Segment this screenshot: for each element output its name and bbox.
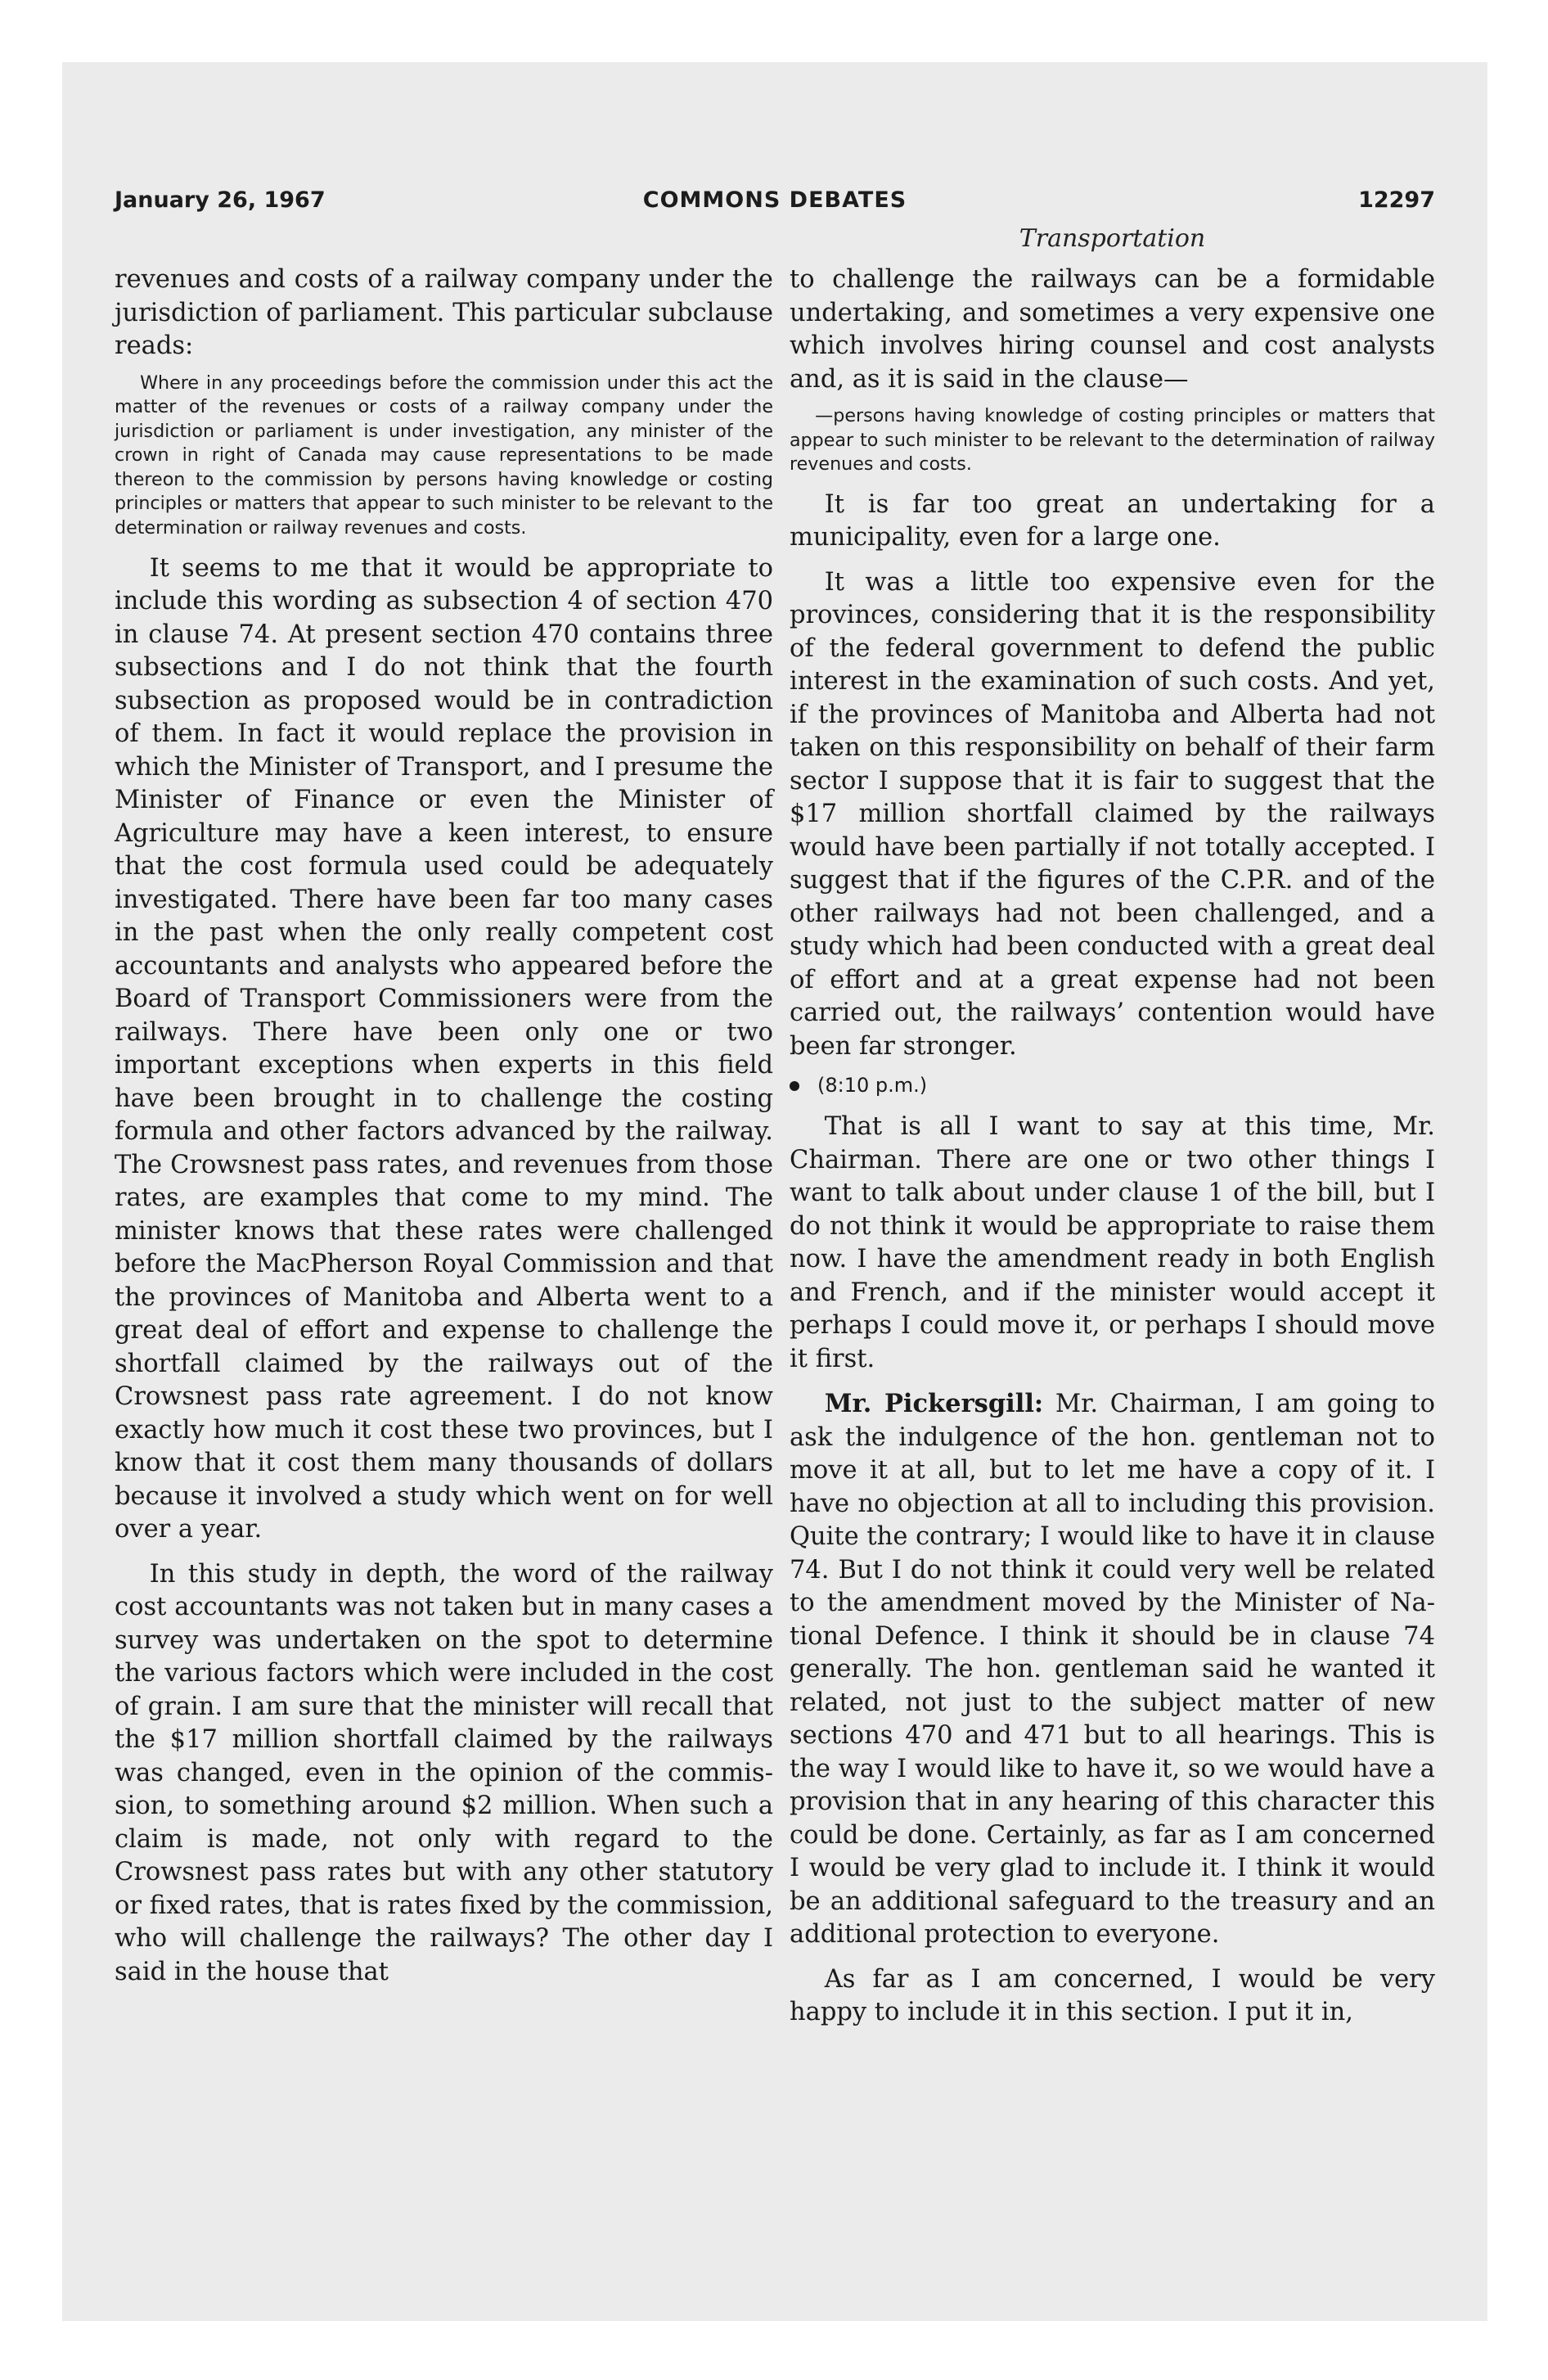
speech-text: Mr. Chairman, I am going to ask the indulgence of the hon. gentleman not to move it at all, but to let me have a copy of it. I have no objection at all to including this provision. Quite the contrary; I would like to have it in clause 74. But I do not think it could very well be related to the amendment moved by the Minister of National Defence. I think it should be in clause 74 generally. The hon. gentleman said he wanted it related, not just to the subject matter of new sections 470 and 471 but to all hearings. This is the way I would like to have it, so we would have a provision that in any hearing of this character this could be done. Certainly, as far as I am concerned I would be very glad to include it. I think it would be an additional safeguard to the treasury and an additional protection to everyone. <box>790 1390 1436 1950</box>
left-column <box>115 264 773 1989</box>
header-publication: COMMONS DEBATES <box>642 187 907 213</box>
right-column <box>790 264 1435 2030</box>
paragraph: It is far too great an undertaking for a municipality, even for a large one. <box>790 489 1435 552</box>
speaker-name: Mr. Pickersgill: <box>824 1389 1044 1419</box>
paragraph: It seems to me that it would be appropriate to include this wording as subsection 4 of section 470 in clause 74. At present section 470 contains three subsections and I do not think that the fourth subsection as proposed would be in contradiction of them. In fact it would replace the provision in which the Minister of Transport, and I presume the Minister of Finance or even the Minister of Agriculture may have a keen interest, to ensure that the cost formula used could be adequately investigated. There have been far too many cases in the past when the only really competent cost accountants and analysts who appeared before the Board of Transport Commissioners were from the railways. There have been only one or two important exceptions when experts in this field have been brought in to challenge the costing formula and other factors advanced by the railway. The Crowsnest pass rates, and revenues from those rates, are examples that come to my mind. The minister knows that these rates were challenged before the MacPherson Royal Commission and that the provinces of Manitoba and Alberta went to a great deal of effort and expense to challenge the shortfall claimed by the railways out of the Crowsnest pass rate agreement. I do not know exactly how much it cost these two provinces, but I know that it cost them many thousands of dollars because it involved a study which went on for well over a year. <box>115 553 773 1544</box>
quoted-clause: —persons having knowledge of costing principles or matters that appear to such minister to be relevant to the determination of railway revenues and costs. <box>790 405 1435 476</box>
header-page-number: 12297 <box>1358 187 1435 213</box>
paragraph: revenues and costs of a railway company under the jurisdiction of parliament. This particular subclause reads: <box>115 265 773 360</box>
timestamp: (8:10 p.m.) <box>817 1074 928 1098</box>
quoted-subclause: Where in any proceedings before the commission under this act the matter of the revenues or costs of a railway company under the jurisdiction or parliament is under investigation, any minister of the crown in right of Canada may cause representations to be made thereon to the commission by persons having knowledge or costing principles or matters that appear to such minister to be relevant to the determination or railway revenues and costs. <box>115 372 773 539</box>
paragraph: That is all I want to say at this time, Mr. Chairman. There are one or two other things I want to talk about under clause 1 of the bill, but I do not think it would be appropriate to raise them now. I have the amendment ready in both English and French, and if the minister would accept it perhaps I could move it, or perhaps I should move it first. <box>790 1112 1435 1373</box>
paragraph: In this study in depth, the word of the railway cost accountants was not taken but in many cases a survey was undertaken on the spot to determine the various factors which were included in the cost of grain. I am sure that the minister will recall that the $17 million shortfall claimed by the railways was changed, even in the opinion of the commission, to something around $2 million. When such a claim is made, not only with regard to the Crowsnest pass rates but with any other statutory or fixed rates, that is rates fixed by the commission, who will challenge the railways? The other day I said in the house that <box>115 1559 773 1986</box>
page-header <box>115 187 1435 220</box>
paragraph: It was a little too expensive even for the provinces, considering that it is the responsibility of the federal government to defend the public interest in the examination of such costs. And yet, if the provinces of Manitoba and Alberta had not taken on this responsibility on behalf of their farm sector I suppose that it is fair to suggest that the $17 million shortfall claimed by the railways would have been partially if not totally accepted. I suggest that if the figures of the C.P.R. and of the other railways had not been challenged, and a study which had been conducted with a great deal of effort and at a great expense had not been carried out, the railways’ contention would have been far stronger. <box>790 567 1435 1061</box>
speaker-paragraph <box>790 1387 1435 1952</box>
paragraph: As far as I am concerned, I would be very happy to include it in this section. I put it in, <box>790 1964 1435 2027</box>
section-heading: Transportation <box>1019 224 1206 253</box>
bullet-icon <box>790 1081 799 1091</box>
header-date: January 26, 1967 <box>115 187 326 213</box>
timestamp-line <box>790 1071 1435 1099</box>
paragraph: to challenge the railways can be a formidable undertaking, and sometimes a very expensive one which involves hiring counsel and cost analysts and, as it is said in the clause— <box>790 265 1435 394</box>
